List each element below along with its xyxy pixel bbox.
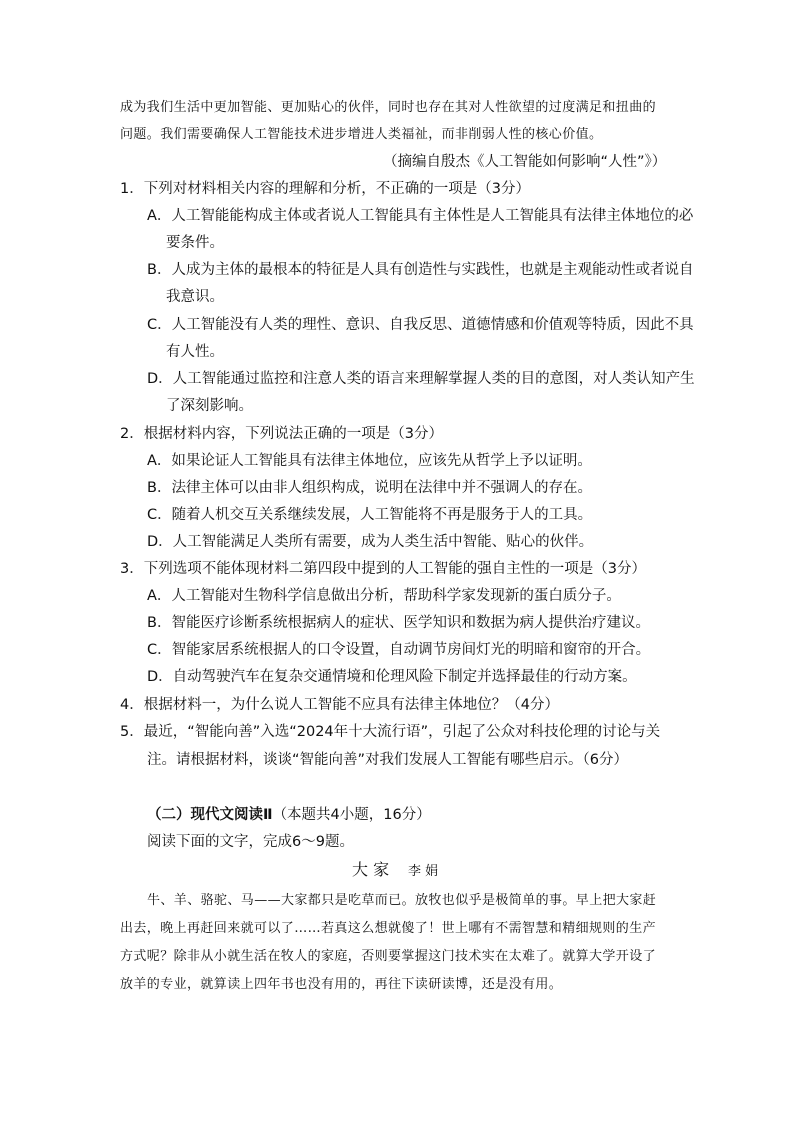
question-1-option-d-cont: 了深刻影响。: [166, 398, 253, 414]
question-1-option-a: A．人工智能能构成主体或者说人工智能具有主体性是人工智能具有法律主体地位的必: [147, 208, 694, 224]
question-1-option-c-cont: 有人性。: [166, 344, 224, 360]
question-1-option-a-cont: 要条件。: [166, 235, 224, 251]
question-1-option-b-cont: 我意识。: [166, 289, 224, 305]
question-1-option-b: B．人成为主体的最根本的特征是人具有创造性与实践性，也就是主观能动性或者说自: [147, 262, 694, 278]
question-1-option-c: C．人工智能没有人类的理性、意识、自我反思、道德情感和价值观等特质，因此不具: [147, 317, 694, 333]
reading-instruction: 阅读下面的文字，完成6～9题。: [147, 834, 354, 850]
story-paragraph-line-4: 放羊的专业，就算读上四年书也没有用的，再往下读研读博，还是没有用。: [120, 977, 563, 992]
story-title: 大 家: [352, 860, 390, 879]
question-1-stem: 1．下列对材料相关内容的理解和分析，不正确的一项是（3分）: [120, 181, 530, 197]
question-4-stem: 4．根据材料一，为什么说人工智能不应具有法律主体地位？（4分）: [120, 697, 559, 713]
section-heading-note: （本题共4小题，16分）: [272, 807, 431, 823]
source-citation: （摘编自殷杰《人工智能如何影响“人性”》）: [383, 154, 667, 170]
section-heading: [147, 803, 431, 824]
question-3-option-a: A．人工智能对生物科学信息做出分析，帮助科学家发现新的蛋白质分子。: [147, 588, 621, 604]
question-1-option-d: D．人工智能通过监控和注意人类的语言来理解掌握人类的目的意图，对人类认知产生: [147, 371, 695, 387]
question-5-stem: 5．最近，“智能向善”入选“2024年十大流行语”，引起了公众对科技伦理的讨论与关: [120, 724, 661, 740]
question-3-option-d: D．自动驾驶汽车在复杂交通情境和伦理风险下制定并选择最佳的行动方案。: [147, 669, 637, 685]
section-heading-title: （二）现代文阅读Ⅱ: [147, 807, 273, 823]
story-paragraph-line-2: 出去，晚上再赶回来就可以了……若真这么想就傻了！世上哪有不需智慧和精细规则的生产: [120, 921, 657, 936]
story-paragraph-line-3: 方式呢？除非从小就生活在牧人的家庭，否则要掌握这门技术实在太难了。就算大学开设了: [120, 949, 657, 964]
question-2-stem: 2．根据材料内容，下列说法正确的一项是（3分）: [120, 426, 443, 442]
story-paragraph-line-1: 牛、羊、骆驼、马——大家都只是吃草而已。放牧也似乎是极简单的事。早上把大家赶: [147, 893, 657, 908]
question-2-option-a: A．如果论证人工智能具有法律主体地位，应该先从哲学上予以证明。: [147, 453, 592, 469]
question-2-option-c: C．随着人机交互关系继续发展，人工智能将不再是服务于人的工具。: [147, 507, 593, 523]
intro-line-1: 成为我们生活中更加智能、更加贴心的伙伴，同时也存在其对人性欲望的过度满足和扭曲的: [120, 100, 657, 115]
intro-line-2: 问题。我们需要确保人工智能技术进步增进人类福祉，而非削弱人性的核心价值。: [120, 127, 603, 142]
question-2-option-d: D．人工智能满足人类所有需要，成为人类生活中智能、贴心的伙伴。: [147, 534, 594, 550]
story-author: 李 娟: [408, 864, 439, 879]
question-2-option-b: B．法律主体可以由非人组织构成，说明在法律中并不强调人的存在。: [147, 480, 592, 496]
question-3-stem: 3．下列选项不能体现材料二第四段中提到的人工智能的强自主性的一项是（3分）: [120, 561, 646, 577]
question-3-option-b: B．智能医疗诊断系统根据病人的症状、医学知识和数据为病人提供治疗建议。: [147, 615, 650, 631]
question-3-option-c: C．智能家居系统根据人的口令设置，自动调节房间灯光的明暗和窗帘的开合。: [147, 642, 651, 658]
question-5-stem-cont: 注。请根据材料，谈谈“智能向善”对我们发展人工智能有哪些启示。（6分）: [147, 752, 628, 768]
